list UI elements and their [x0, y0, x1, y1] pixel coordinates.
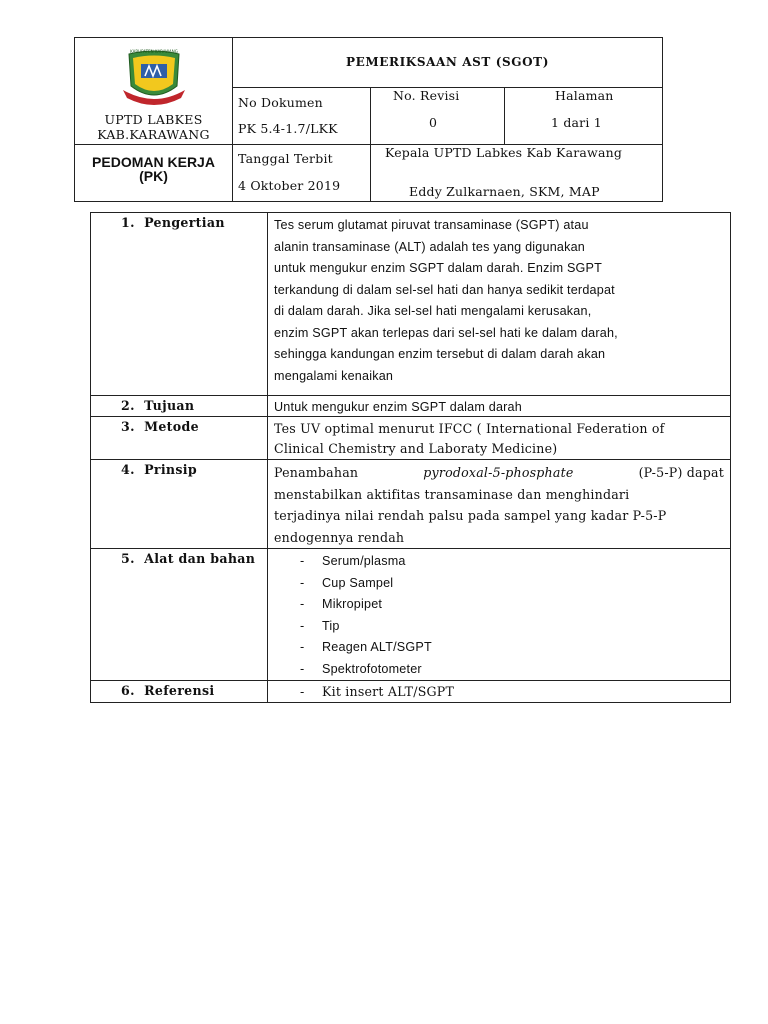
content-line [274, 462, 724, 484]
content-line: di dalam darah. Jika sel-sel hati mengalami kerusakan, [274, 304, 592, 318]
prinsip-pre: Penambahan [274, 465, 359, 480]
list-item-text: Kit insert ALT/SGPT [322, 684, 455, 699]
section-number: 4. [121, 462, 135, 477]
document-title: PEMERIKSAAN AST (SGOT) [233, 38, 663, 88]
section-number: 2. [121, 398, 135, 413]
content-line: terkandung di dalam sel-sel hati dan hanya sedikit terdapat [274, 282, 615, 297]
section-row-metode [91, 417, 731, 460]
section-number: 3. [121, 419, 135, 434]
list-item [274, 637, 724, 659]
content-line: endogennya rendah [274, 529, 405, 545]
list-item [274, 616, 724, 638]
doc-type-cell [75, 145, 233, 202]
section-row-pengertian [91, 213, 731, 396]
bullet-dash: - [300, 661, 305, 676]
list-item [274, 594, 724, 616]
list-item-text: Tip [322, 618, 340, 633]
section-label [91, 396, 268, 417]
prinsip-post: (P-5-P) dapat [638, 465, 724, 480]
content-line: Clinical Chemistry and Laboraty Medicine) [274, 441, 558, 456]
section-label [91, 460, 268, 549]
section-row-prinsip [91, 460, 731, 549]
doc-number-cell [233, 88, 371, 145]
page-value: 1 dari 1 [551, 115, 602, 130]
content-line: terjadinya nilai rendah palsu pada sampel yang kadar P-5-P [274, 508, 667, 523]
section-row-referensi [91, 681, 731, 703]
bullet-dash: - [300, 618, 305, 633]
list-item [274, 659, 724, 681]
page-cell [505, 88, 663, 145]
section-label [91, 549, 268, 681]
content-line: menstabilkan aktifitas transaminase dan menghindari [274, 486, 630, 502]
approver-title: Kepala UPTD Labkes Kab Karawang [385, 145, 623, 160]
list-item-text: Spektrofotometer [322, 661, 422, 676]
content-line: sehingga kandungan enzim tersebut di dalam darah akan [274, 347, 606, 361]
section-title: Referensi [144, 683, 215, 698]
doc-number-label: No Dokumen [238, 95, 323, 110]
approval-cell [371, 145, 663, 202]
list-item [274, 683, 724, 701]
content-line: Tes UV optimal menurut IFCC ( International Federation of [274, 421, 665, 436]
section-title: Metode [144, 419, 199, 434]
revision-value: 0 [429, 115, 438, 130]
content-line: enzim SGPT akan terlepas dari sel-sel hati ke dalam darah, [274, 325, 618, 340]
doc-type-line-1: PEDOMAN KERJA [92, 154, 215, 170]
bullet-dash: - [300, 575, 305, 590]
section-content [268, 681, 731, 703]
prinsip-chemical: pyrodoxal-5-phosphate [423, 465, 574, 480]
revision-cell [371, 88, 505, 145]
page-label: Halaman [555, 88, 614, 103]
org-line-1: UPTD LABKES [104, 112, 203, 127]
issue-date-label: Tanggal Terbit [238, 151, 333, 166]
section-content [268, 549, 731, 681]
section-label [91, 417, 268, 460]
section-content [268, 460, 731, 549]
section-title: Tujuan [144, 398, 195, 413]
bullet-dash: - [300, 684, 305, 699]
section-row-alat [91, 549, 731, 681]
section-number: 5. [121, 551, 135, 566]
karawang-emblem-logo [119, 46, 189, 106]
section-content: Untuk mengukur enzim SGPT dalam darah [268, 396, 731, 417]
list-item-text: Cup Sampel [322, 575, 394, 590]
doc-number-value: PK 5.4-1.7/LKK [238, 121, 338, 136]
content-line: alanin transaminase (ALT) adalah tes yang digunakan [274, 239, 586, 254]
section-title: Prinsip [144, 462, 197, 477]
section-row-tujuan [91, 396, 731, 417]
logo-cell [75, 38, 233, 145]
procedure-table [90, 212, 731, 703]
section-label [91, 681, 268, 703]
section-title: Pengertian [144, 215, 225, 230]
bullet-dash: - [300, 554, 305, 568]
section-number: 1. [121, 215, 135, 230]
section-content [268, 213, 731, 396]
doc-type-line-2: (PK) [139, 168, 168, 184]
revision-label: No. Revisi [393, 88, 460, 103]
list-item-text: Reagen ALT/SGPT [322, 640, 432, 654]
section-number: 6. [121, 683, 135, 698]
bullet-dash: - [300, 597, 305, 611]
logo-lettering: KABUPATEN KARAWANG [130, 49, 178, 54]
section-content [268, 417, 731, 460]
issue-date-cell [233, 145, 371, 202]
document-header-table [74, 37, 663, 202]
list-item [274, 573, 724, 595]
issue-date-value: 4 Oktober 2019 [238, 178, 341, 193]
list-item-text: Serum/plasma [322, 554, 406, 568]
content-line: untuk mengukur enzim SGPT dalam darah. Enzim SGPT [274, 261, 603, 275]
bullet-dash: - [300, 640, 305, 654]
list-item [274, 551, 724, 573]
content-line: mengalami kenaikan [274, 368, 394, 383]
section-label [91, 213, 268, 396]
org-line-2: KAB.KARAWANG [97, 127, 210, 142]
organization-name [75, 112, 232, 142]
content-line: Tes serum glutamat piruvat transaminase (SGPT) atau [274, 218, 589, 232]
list-item-text: Mikropipet [322, 597, 383, 611]
section-title: Alat dan bahan [144, 551, 256, 566]
approver-name: Eddy Zulkarnaen, SKM, MAP [409, 184, 600, 199]
